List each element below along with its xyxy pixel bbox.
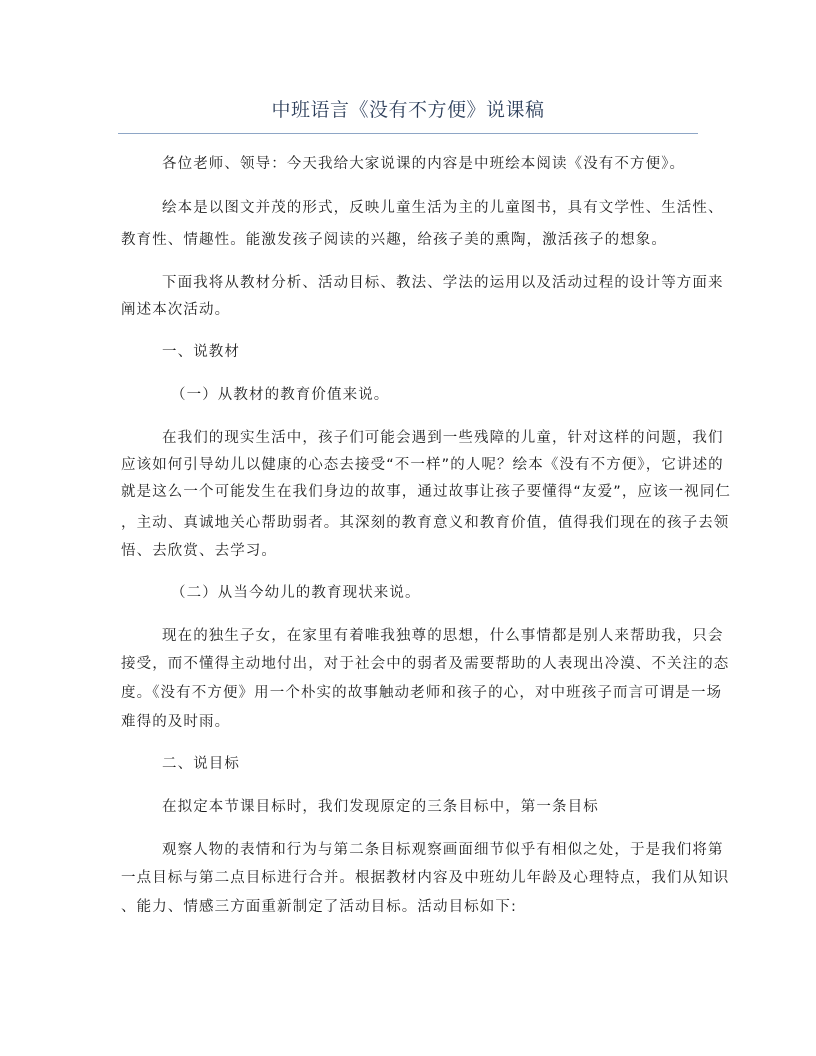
subsection-heading: （二）从当今幼儿的教育现状来说。 — [171, 585, 421, 601]
paragraph-line: 悟、去欣赏、去学习。 — [121, 543, 277, 559]
paragraph-line: 教育性、情趣性。能激发孩子阅读的兴趣，给孩子美的熏陶，激活孩子的想象。 — [121, 232, 667, 248]
paragraph-line: 接受，而不懂得主动地付出，对于社会中的弱者及需要帮助的人表现出冷漠、不关注的态 — [121, 656, 730, 672]
section-heading: 二、说目标 — [162, 756, 240, 772]
paragraph-line: 各位老师、领导：今天我给大家说课的内容是中班绘本阅读《没有不方便》。 — [162, 156, 686, 172]
paragraph-line: 就是这么一个可能发生在我们身边的故事，通过故事让孩子要懂得“友爱”，应该一视同仁 — [121, 484, 732, 500]
paragraph-line: 观察人物的表情和行为与第二条目标观察画面细节似乎有相似之处，于是我们将第 — [162, 842, 724, 858]
paragraph-line: 绘本是以图文并茂的形式，反映儿童生活为主的儿童图书，具有文学性、生活性、 — [162, 200, 724, 216]
paragraph-line: 在我们的现实生活中，孩子们可能会遇到一些残障的儿童，针对这样的问题，我们 — [162, 430, 724, 446]
paragraph-line: ，主动、真诚地关心帮助弱者。其深刻的教育意义和教育价值，值得我们现在的孩子去领 — [121, 515, 730, 531]
paragraph-line: 一点目标与第二点目标进行合并。根据教材内容及中班幼儿年龄及心理特点，我们从知识 — [121, 870, 730, 886]
paragraph-line: 阐述本次活动。 — [121, 302, 231, 318]
section-heading: 一、说教材 — [162, 344, 240, 360]
page-title: 中班语言《没有不方便》说课稿 — [271, 99, 545, 121]
paragraph-line: 应该如何引导幼儿以健康的心态去接受“不一样”的人呢？绘本《没有不方便》，它讲述的 — [121, 457, 724, 473]
title-divider — [118, 133, 698, 134]
paragraph-line: 现在的独生子女，在家里有着唯我独尊的思想，什么事情都是别人来帮助我，只会 — [162, 628, 724, 644]
subsection-heading: （一）从教材的教育价值来说。 — [171, 387, 390, 403]
paragraph-line: 难得的及时雨。 — [121, 714, 231, 730]
paragraph-line: 、能力、情感三方面重新制定了活动目标。活动目标如下: — [121, 899, 517, 915]
paragraph-line: 度。《没有不方便》用一个朴实的故事触动老师和孩子的心，对中班孩子而言可谓是一场 — [121, 685, 723, 701]
paragraph-line: 在拟定本节课目标时，我们发现原定的三条目标中，第一条目标 — [162, 799, 599, 815]
paragraph-line: 下面我将从教材分析、活动目标、教法、学法的运用以及活动过程的设计等方面来 — [162, 275, 724, 291]
